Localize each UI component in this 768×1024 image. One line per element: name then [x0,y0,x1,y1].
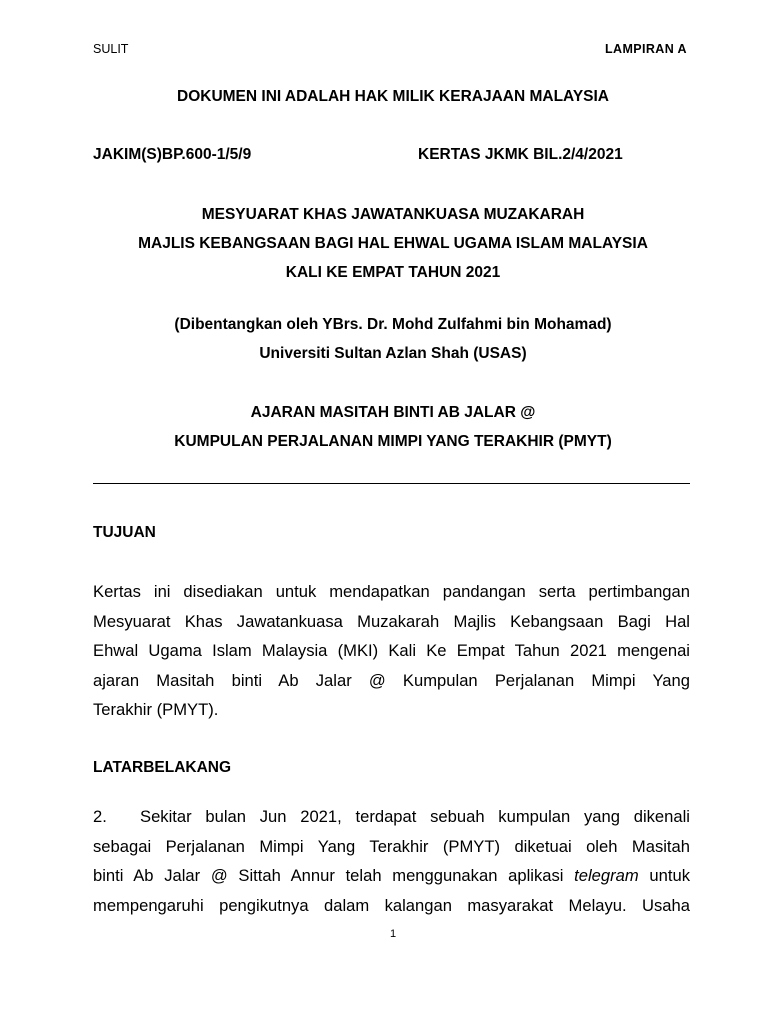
purpose-paragraph [93,577,690,725]
classification-label: SULIT [93,42,129,56]
background-line-text: binti Ab Jalar @ Sittah Annur telah menggunakan aplikasi [93,866,575,885]
background-line-text: Sekitar bulan Jun 2021, terdapat sebuah kumpulan yang dikenali [140,807,690,826]
attachment-label: LAMPIRAN A [604,42,687,56]
presenter-line2: Universiti Sultan Azlan Shah (USAS) [259,345,527,362]
background-paragraph [93,802,690,920]
topic-title-line1: AJARAN MASITAH BINTI AB JALAR @ [250,404,536,421]
background-line [93,861,690,891]
paper-number: KERTAS JKMK BIL.2/4/2021 [418,146,623,163]
meeting-title-line3: KALI KE EMPAT TAHUN 2021 [285,264,501,281]
ownership-statement: DOKUMEN INI ADALAH HAK MILIK KERAJAAN MALAYSIA [177,88,609,105]
background-heading: LATARBELAKANG [93,759,232,776]
purpose-line: ajaran Masitah binti Ab Jalar @ Kumpulan Perjalanan Mimpi Yang [93,670,690,690]
horizontal-rule [93,483,690,484]
purpose-line: Terakhir (PMYT). [93,700,219,719]
background-line [93,802,690,832]
file-reference: JAKIM(S)BP.600-1/5/9 [93,146,252,163]
purpose-heading: TUJUAN [93,524,156,541]
page-number: 1 [389,928,397,940]
italic-term: telegram [574,866,639,885]
purpose-line: Kertas ini disediakan untuk mendapatkan pandangan serta pertimbangan [93,582,690,601]
paragraph-number: 2. [93,807,107,826]
presenter-line1: (Dibentangkan oleh YBrs. Dr. Mohd Zulfahmi bin Mohamad) [174,316,612,333]
topic-title-line2: KUMPULAN PERJALANAN MIMPI YANG TERAKHIR (PMYT) [174,433,612,450]
purpose-line: Mesyuarat Khas Jawatankuasa Muzakarah Majlis Kebangsaan Bagi Hal [93,611,690,631]
background-line-text: untuk [638,866,690,885]
purpose-line: Ehwal Ugama Islam Malaysia (MKI) Kali Ke Empat Tahun 2021 mengenai [93,641,690,660]
background-line: sebagai Perjalanan Mimpi Yang Terakhir (PMYT) diketuai oleh Masitah [93,836,690,856]
meeting-title-line2: MAJLIS KEBANGSAAN BAGI HAL EHWAL UGAMA ISLAM MALAYSIA [138,235,648,252]
background-line: mempengaruhi pengikutnya dalam kalangan masyarakat Melayu. Usaha [93,895,690,915]
meeting-title-line1: MESYUARAT KHAS JAWATANKUASA MUZAKARAH [201,206,585,223]
